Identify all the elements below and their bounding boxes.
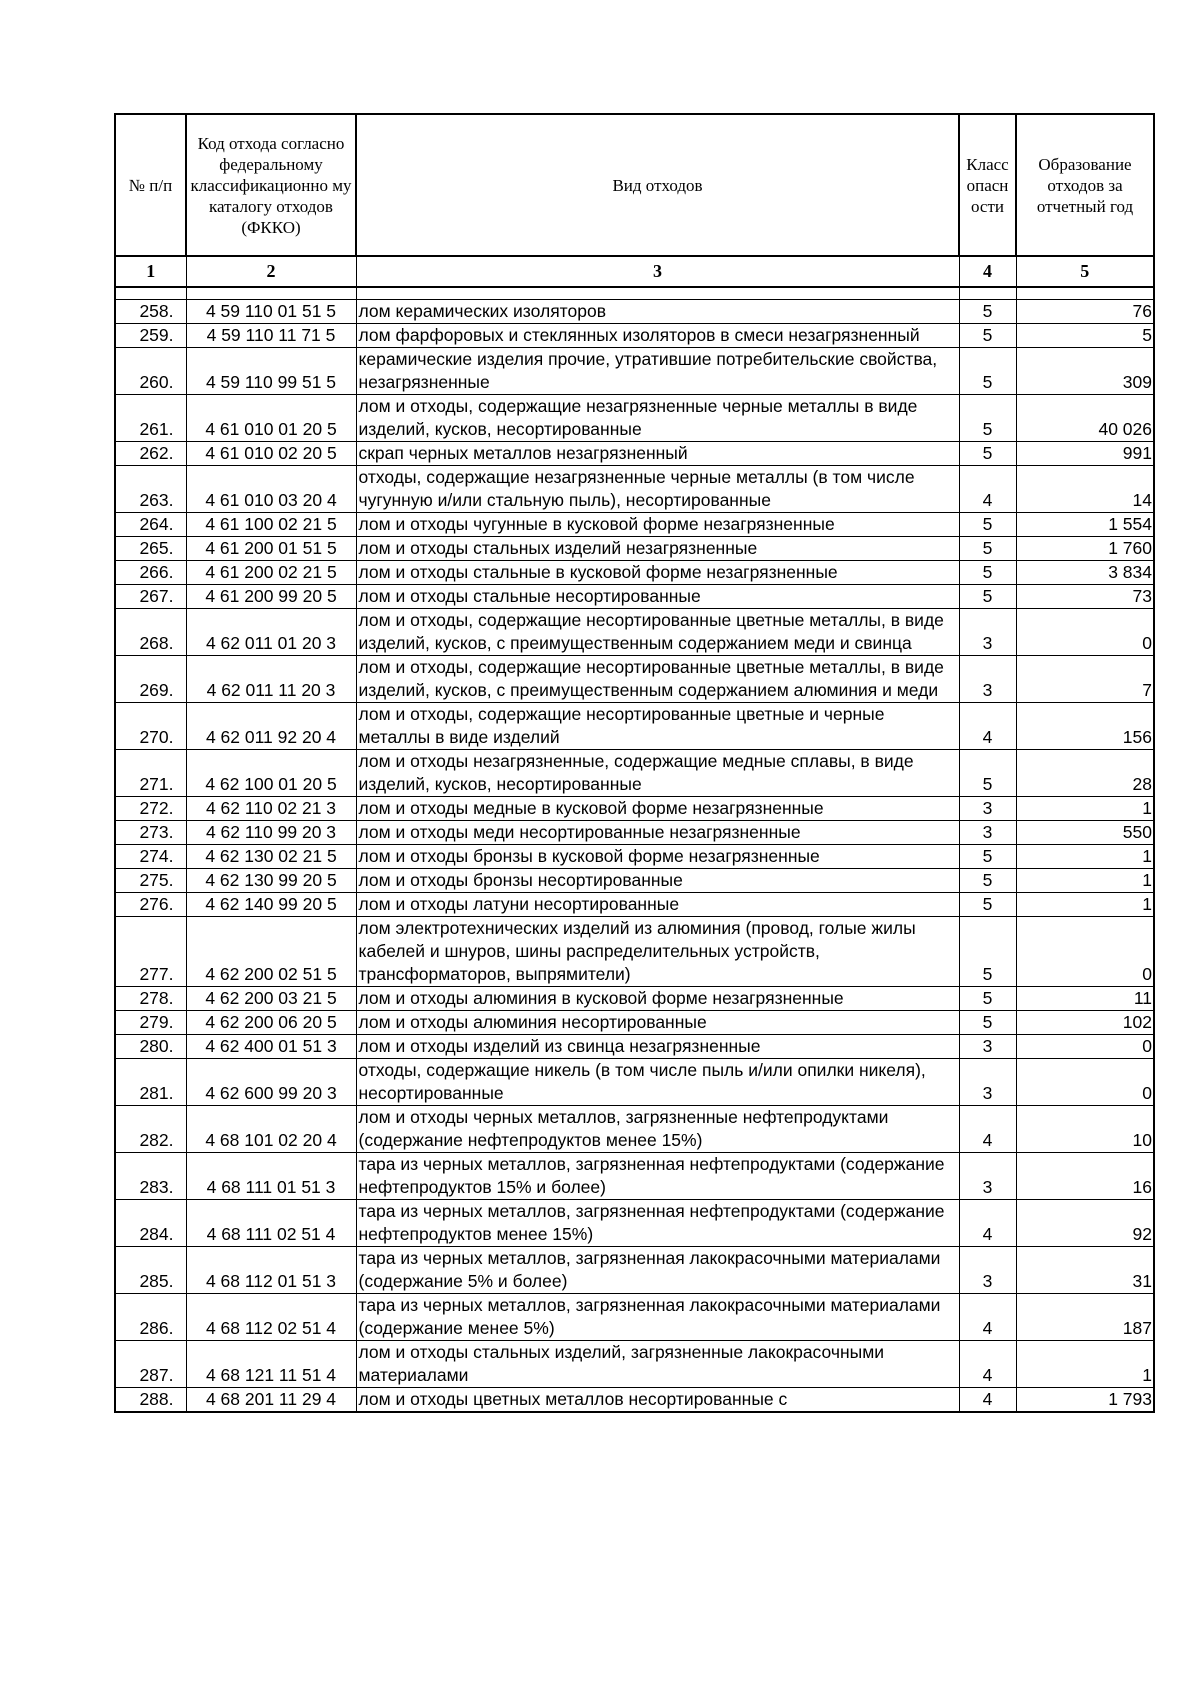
waste-amount: 76 — [1016, 300, 1154, 324]
table-row — [115, 1106, 1154, 1153]
hazard-class: 3 — [959, 1247, 1016, 1294]
table-row — [115, 1200, 1154, 1247]
waste-amount: 14 — [1016, 466, 1154, 513]
table-row — [115, 821, 1154, 845]
waste-amount: 0 — [1016, 1059, 1154, 1106]
spacer-row — [115, 287, 1154, 300]
row-number: 264. — [115, 513, 186, 537]
column-number-row — [115, 256, 1154, 287]
hazard-class: 4 — [959, 466, 1016, 513]
waste-amount: 11 — [1016, 987, 1154, 1011]
hazard-class: 5 — [959, 537, 1016, 561]
row-number: 265. — [115, 537, 186, 561]
table-row — [115, 442, 1154, 466]
hazard-class: 4 — [959, 703, 1016, 750]
waste-code: 4 68 111 02 51 4 — [186, 1200, 356, 1247]
row-number: 262. — [115, 442, 186, 466]
waste-amount: 73 — [1016, 585, 1154, 609]
waste-name: лом фарфоровых и стеклянных изоляторов в смеси незагрязненный — [356, 324, 959, 348]
table-row — [115, 797, 1154, 821]
waste-amount: 1 — [1016, 893, 1154, 917]
row-number: 263. — [115, 466, 186, 513]
header-waste-type: Вид отходов — [356, 114, 959, 256]
waste-amount: 1 — [1016, 845, 1154, 869]
hazard-class: 4 — [959, 1106, 1016, 1153]
hazard-class: 3 — [959, 821, 1016, 845]
table-row — [115, 1341, 1154, 1388]
waste-code: 4 68 112 02 51 4 — [186, 1294, 356, 1341]
header-row-number: № п/п — [115, 114, 186, 256]
row-number: 275. — [115, 869, 186, 893]
waste-amount: 0 — [1016, 1035, 1154, 1059]
table-row — [115, 585, 1154, 609]
table-row — [115, 987, 1154, 1011]
hazard-class: 5 — [959, 917, 1016, 987]
waste-code: 4 61 010 01 20 5 — [186, 395, 356, 442]
waste-code: 4 62 110 99 20 3 — [186, 821, 356, 845]
waste-name: лом и отходы медные в кусковой форме незагрязненные — [356, 797, 959, 821]
table-row — [115, 300, 1154, 324]
row-number: 279. — [115, 1011, 186, 1035]
waste-code: 4 61 010 03 20 4 — [186, 466, 356, 513]
waste-name: лом керамических изоляторов — [356, 300, 959, 324]
waste-table — [114, 113, 1155, 1413]
waste-amount: 1 — [1016, 797, 1154, 821]
waste-amount: 0 — [1016, 917, 1154, 987]
waste-name: лом и отходы, содержащие несортированные цветные металлы, в виде изделий, кусков, с преимущественным содержанием алюминия и меди — [356, 656, 959, 703]
waste-code: 4 61 100 02 21 5 — [186, 513, 356, 537]
hazard-class: 5 — [959, 513, 1016, 537]
waste-name: лом и отходы алюминия в кусковой форме незагрязненные — [356, 987, 959, 1011]
table-body — [115, 300, 1154, 1413]
header-hazard-class: Класс опасн ости — [959, 114, 1016, 256]
waste-name: лом и отходы бронзы в кусковой форме незагрязненные — [356, 845, 959, 869]
hazard-class: 5 — [959, 395, 1016, 442]
waste-name: отходы, содержащие незагрязненные черные металлы (в том числе чугунную и/или стальную пыль), несортированные — [356, 466, 959, 513]
row-number: 278. — [115, 987, 186, 1011]
waste-code: 4 62 200 06 20 5 — [186, 1011, 356, 1035]
row-number: 276. — [115, 893, 186, 917]
waste-name: лом и отходы латуни несортированные — [356, 893, 959, 917]
waste-code: 4 62 140 99 20 5 — [186, 893, 356, 917]
waste-amount: 991 — [1016, 442, 1154, 466]
hazard-class: 4 — [959, 1341, 1016, 1388]
waste-amount: 156 — [1016, 703, 1154, 750]
table-row — [115, 750, 1154, 797]
row-number: 281. — [115, 1059, 186, 1106]
header-waste-amount: Образование отходов за отчетный год — [1016, 114, 1154, 256]
row-number: 261. — [115, 395, 186, 442]
waste-name: лом и отходы стальных изделий незагрязненные — [356, 537, 959, 561]
waste-amount: 31 — [1016, 1247, 1154, 1294]
hazard-class: 5 — [959, 845, 1016, 869]
row-number: 285. — [115, 1247, 186, 1294]
header-waste-code: Код отхода согласно федеральному классификационно му каталогу отходов (ФККО) — [186, 114, 356, 256]
waste-name: тара из черных металлов, загрязненная лакокрасочными материалами (содержание менее 5%) — [356, 1294, 959, 1341]
row-number: 273. — [115, 821, 186, 845]
table-row — [115, 395, 1154, 442]
waste-amount: 0 — [1016, 609, 1154, 656]
hazard-class: 3 — [959, 609, 1016, 656]
row-number: 283. — [115, 1153, 186, 1200]
row-number: 260. — [115, 348, 186, 395]
waste-amount: 5 — [1016, 324, 1154, 348]
row-number: 267. — [115, 585, 186, 609]
column-number: 5 — [1016, 256, 1154, 287]
waste-name: лом и отходы черных металлов, загрязненные нефтепродуктами (содержание нефтепродуктов менее 15%) — [356, 1106, 959, 1153]
waste-amount: 7 — [1016, 656, 1154, 703]
waste-amount: 1 760 — [1016, 537, 1154, 561]
row-number: 277. — [115, 917, 186, 987]
waste-table-page — [114, 113, 1155, 1413]
waste-code: 4 62 600 99 20 3 — [186, 1059, 356, 1106]
waste-amount: 16 — [1016, 1153, 1154, 1200]
waste-name: лом и отходы меди несортированные незагрязненные — [356, 821, 959, 845]
table-row — [115, 656, 1154, 703]
row-number: 266. — [115, 561, 186, 585]
table-row — [115, 1153, 1154, 1200]
row-number: 282. — [115, 1106, 186, 1153]
waste-name: лом и отходы, содержащие незагрязненные черные металлы в виде изделий, кусков, несортированные — [356, 395, 959, 442]
waste-name: лом и отходы цветных металлов несортированные с — [356, 1388, 959, 1413]
waste-amount: 28 — [1016, 750, 1154, 797]
waste-amount: 1 — [1016, 869, 1154, 893]
table-row — [115, 348, 1154, 395]
column-number: 1 — [115, 256, 186, 287]
waste-code: 4 59 110 99 51 5 — [186, 348, 356, 395]
hazard-class: 3 — [959, 797, 1016, 821]
table-row — [115, 893, 1154, 917]
waste-amount: 1 554 — [1016, 513, 1154, 537]
waste-amount: 40 026 — [1016, 395, 1154, 442]
waste-name: лом и отходы стальные в кусковой форме незагрязненные — [356, 561, 959, 585]
waste-code: 4 68 201 11 29 4 — [186, 1388, 356, 1413]
row-number: 259. — [115, 324, 186, 348]
waste-name: лом и отходы незагрязненные, содержащие медные сплавы, в виде изделий, кусков, несортированные — [356, 750, 959, 797]
waste-name: керамические изделия прочие, утратившие потребительские свойства, незагрязненные — [356, 348, 959, 395]
row-number: 269. — [115, 656, 186, 703]
table-row — [115, 917, 1154, 987]
waste-code: 4 62 011 01 20 3 — [186, 609, 356, 656]
waste-name: лом и отходы стальных изделий, загрязненные лакокрасочными материалами — [356, 1341, 959, 1388]
hazard-class: 5 — [959, 893, 1016, 917]
waste-code: 4 61 200 02 21 5 — [186, 561, 356, 585]
hazard-class: 5 — [959, 987, 1016, 1011]
table-row — [115, 324, 1154, 348]
hazard-class: 4 — [959, 1200, 1016, 1247]
waste-amount: 550 — [1016, 821, 1154, 845]
hazard-class: 3 — [959, 1035, 1016, 1059]
table-row — [115, 703, 1154, 750]
table-row — [115, 1247, 1154, 1294]
header-row — [115, 114, 1154, 256]
column-number: 4 — [959, 256, 1016, 287]
waste-name: лом электротехнических изделий из алюминия (провод, голые жилы кабелей и шнуров, шины распределительных устройств, трансформаторов, выпрямители) — [356, 917, 959, 987]
waste-name: тара из черных металлов, загрязненная лакокрасочными материалами (содержание 5% и более) — [356, 1247, 959, 1294]
hazard-class: 3 — [959, 1059, 1016, 1106]
waste-code: 4 68 121 11 51 4 — [186, 1341, 356, 1388]
row-number: 270. — [115, 703, 186, 750]
row-number: 268. — [115, 609, 186, 656]
table-row — [115, 1388, 1154, 1413]
waste-name: лом и отходы изделий из свинца незагрязненные — [356, 1035, 959, 1059]
waste-code: 4 59 110 01 51 5 — [186, 300, 356, 324]
waste-name: тара из черных металлов, загрязненная нефтепродуктами (содержание нефтепродуктов 15% и более) — [356, 1153, 959, 1200]
waste-name: лом и отходы бронзы несортированные — [356, 869, 959, 893]
table-row — [115, 561, 1154, 585]
column-number: 2 — [186, 256, 356, 287]
waste-code: 4 62 130 02 21 5 — [186, 845, 356, 869]
hazard-class: 5 — [959, 348, 1016, 395]
hazard-class: 5 — [959, 324, 1016, 348]
waste-name: скрап черных металлов незагрязненный — [356, 442, 959, 466]
table-row — [115, 466, 1154, 513]
hazard-class: 5 — [959, 1011, 1016, 1035]
waste-amount: 1 793 — [1016, 1388, 1154, 1413]
waste-amount: 10 — [1016, 1106, 1154, 1153]
row-number: 274. — [115, 845, 186, 869]
waste-amount: 92 — [1016, 1200, 1154, 1247]
waste-code: 4 61 200 99 20 5 — [186, 585, 356, 609]
table-row — [115, 609, 1154, 656]
waste-name: лом и отходы стальные несортированные — [356, 585, 959, 609]
waste-name: лом и отходы, содержащие несортированные цветные и черные металлы в виде изделий — [356, 703, 959, 750]
hazard-class: 5 — [959, 585, 1016, 609]
row-number: 288. — [115, 1388, 186, 1413]
hazard-class: 5 — [959, 300, 1016, 324]
waste-amount: 1 — [1016, 1341, 1154, 1388]
waste-name: отходы, содержащие никель (в том числе пыль и/или опилки никеля), несортированные — [356, 1059, 959, 1106]
column-number: 3 — [356, 256, 959, 287]
hazard-class: 3 — [959, 1153, 1016, 1200]
row-number: 258. — [115, 300, 186, 324]
waste-code: 4 68 111 01 51 3 — [186, 1153, 356, 1200]
waste-code: 4 62 100 01 20 5 — [186, 750, 356, 797]
table-row — [115, 537, 1154, 561]
waste-name: лом и отходы, содержащие несортированные цветные металлы, в виде изделий, кусков, с преимущественным содержанием меди и свинца — [356, 609, 959, 656]
waste-name: тара из черных металлов, загрязненная нефтепродуктами (содержание нефтепродуктов менее 15%) — [356, 1200, 959, 1247]
waste-code: 4 62 011 92 20 4 — [186, 703, 356, 750]
hazard-class: 4 — [959, 1388, 1016, 1413]
table-row — [115, 1035, 1154, 1059]
row-number: 284. — [115, 1200, 186, 1247]
waste-amount: 187 — [1016, 1294, 1154, 1341]
row-number: 286. — [115, 1294, 186, 1341]
waste-amount: 102 — [1016, 1011, 1154, 1035]
waste-code: 4 62 400 01 51 3 — [186, 1035, 356, 1059]
waste-code: 4 59 110 11 71 5 — [186, 324, 356, 348]
waste-code: 4 62 200 02 51 5 — [186, 917, 356, 987]
table-row — [115, 1294, 1154, 1341]
hazard-class: 3 — [959, 656, 1016, 703]
waste-code: 4 62 130 99 20 5 — [186, 869, 356, 893]
table-row — [115, 1011, 1154, 1035]
waste-code: 4 62 011 11 20 3 — [186, 656, 356, 703]
waste-amount: 3 834 — [1016, 561, 1154, 585]
waste-code: 4 62 200 03 21 5 — [186, 987, 356, 1011]
table-row — [115, 513, 1154, 537]
hazard-class: 4 — [959, 1294, 1016, 1341]
table-row — [115, 845, 1154, 869]
waste-code: 4 68 101 02 20 4 — [186, 1106, 356, 1153]
waste-code: 4 61 010 02 20 5 — [186, 442, 356, 466]
hazard-class: 5 — [959, 869, 1016, 893]
waste-name: лом и отходы чугунные в кусковой форме незагрязненные — [356, 513, 959, 537]
table-row — [115, 1059, 1154, 1106]
table-row — [115, 869, 1154, 893]
waste-code: 4 68 112 01 51 3 — [186, 1247, 356, 1294]
waste-name: лом и отходы алюминия несортированные — [356, 1011, 959, 1035]
row-number: 271. — [115, 750, 186, 797]
row-number: 280. — [115, 1035, 186, 1059]
row-number: 272. — [115, 797, 186, 821]
hazard-class: 5 — [959, 561, 1016, 585]
hazard-class: 5 — [959, 750, 1016, 797]
waste-amount: 309 — [1016, 348, 1154, 395]
hazard-class: 5 — [959, 442, 1016, 466]
row-number: 287. — [115, 1341, 186, 1388]
waste-code: 4 61 200 01 51 5 — [186, 537, 356, 561]
waste-code: 4 62 110 02 21 3 — [186, 797, 356, 821]
